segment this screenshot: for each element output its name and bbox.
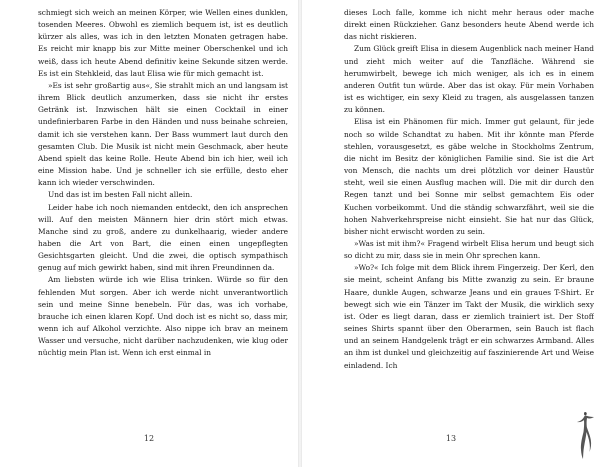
paragraph: Leider habe ich noch niemanden entdeckt, den ich ansprechen will. Auf den meisten Männern hier drin stört mich etwas. Manche sind zu groß, andere zu dunkelhaarig, wieder andere haben die Art von Bart, die einen einen ungepflegten Gesichtsgarten gleicht. Und die zwei, die optisch sympathisch genug auf mich gewirkt haben, sind mit ihren Freundinnen da. [38,202,288,273]
paragraph: Zum Glück greift Elisa in diesem Augenblick nach meiner Hand und zieht mich weiter auf die Tanzfläche. Während sie herumwirbelt, bewege ich mich weniger, als ich es in einem anderen Outfit tun würde. Aber das ist okay. Für mein Vorhaben ist es wichtiger, ein sexy Kleid zu tragen, als ausgelassen tanzen zu können. [344,44,594,115]
paragraph: »Was ist mit ihm?« Fragend wirbelt Elisa herum und beugt sich so dicht zu mir, dass sie in mein Ohr sprechen kann. [344,238,594,261]
left-page [0,0,298,467]
right-page [302,0,600,467]
paragraph: Elisa ist ein Phänomen für mich. Immer gut gelaunt, für jede noch so wilde Schandtat zu haben. Mit ihr könnte man Pferde stehlen, vorausgesetzt, es gäbe welche in Stockholms Zentrum, die nicht im Besitz der königlichen Familie sind. Sie ist die Art von Mensch, die nachts um drei plötzlich vor deiner Haustür steht, weil sie einen Ausflug machen will. Die mit dir durch den Regen tanzt und bei Sonne mir selbst gemachtem Eis oder Kuchen vorbeikommt. Und die ständig schwarzfährt, weil sie die hohen Nahverkehrspreise nicht einsieht. Sie hat nur das Glück, bisher nicht erwischt worden zu sein. [344,117,594,236]
paragraph: »Es ist sehr großartig aus«, Sie strahlt mich an und langsam ist ihrem Blick deutlich anzumerken, dass sie nicht ihr erstes Getränk ist. Inzwischen hält sie einen Cocktail in einer undefinierbaren Farbe in den Händen und nuss beinahe schreien, damit ich sie verstehen kann. Der Bass wummert laut durch den gesamten Club. Die Musik ist nicht mein Geschmack, aber heute Abend spielt das keine Rolle. Heute Abend bin ich hier, weil ich eine Mission habe. Und je schneller ich sie erfülle, desto eher kann ich wieder verschwinden. [38,80,288,188]
dancer-silhouette-icon [574,408,596,460]
left-page-text [38,7,288,360]
paragraph: Am liebsten würde ich wie Elisa trinken. Würde so für den fehlenden Mut sorgen. Aber ich werde nicht unverantwortlich sein und meine Sinne benebeln. Für das, was ich vorhabe, brauche ich einen klaren Kopf. Und doch ist es nicht so, dass mir, wenn ich auf Alkohol verzichte. Also nippe ich brav an meinem Wasser und versuche, nicht darüber nachzudenken, wie klug oder nüchtig mein Plan ist. Wenn ich erst einmal in [38,275,288,358]
page-number-right: 13 [445,434,457,443]
right-page-text [344,7,594,372]
page-number-left: 12 [143,434,155,443]
paragraph: schmiegt sich weich an meinen Körper, wie Wellen eines dunklen, tosenden Meeres. Obwohl es ziemlich bequem ist, ist es deutlich kürzer als alles, was ich in den letzten Monaten getragen habe. Es reicht mir knapp bis zur Mitte meiner Oberschenkel und ich weiß, dass ich heute Abend definitiv keine Sekunde sitzen werde. Es ist ein Stehkleid, das laut Elisa wie für mich gemacht ist. [38,8,288,78]
paragraph: »Wo?« Ich folge mit dem Blick ihrem Fingerzeig. Der Kerl, den sie meint, scheint Anfang bis Mitte zwanzig zu sein. Er braune Haare, dunkle Augen, schwarze Jeans und ein graues T-Shirt. Er bewegt sich wie ein Tänzer im Takt der Musik, die wirklich sexy ist. Oder es liegt daran, dass er ziemlich trainiert ist. Der Stoff seines Shirts spannt über den Oberarmen, sein Bauch ist flach und an seinem Handgelenk trägt er ein schwarzes Armband. Alles an ihm ist dunkel und gleichzeitig auf faszinierende Art und Weise einladend. Ich [344,263,594,370]
paragraph: Und das ist im besten Fall nicht allein. [48,190,193,200]
paragraph: dieses Loch falle, komme ich nicht mehr heraus oder mache direkt einen Rückzieher. Ganz besonders heute Abend werde ich das nicht riskieren. [344,8,594,42]
